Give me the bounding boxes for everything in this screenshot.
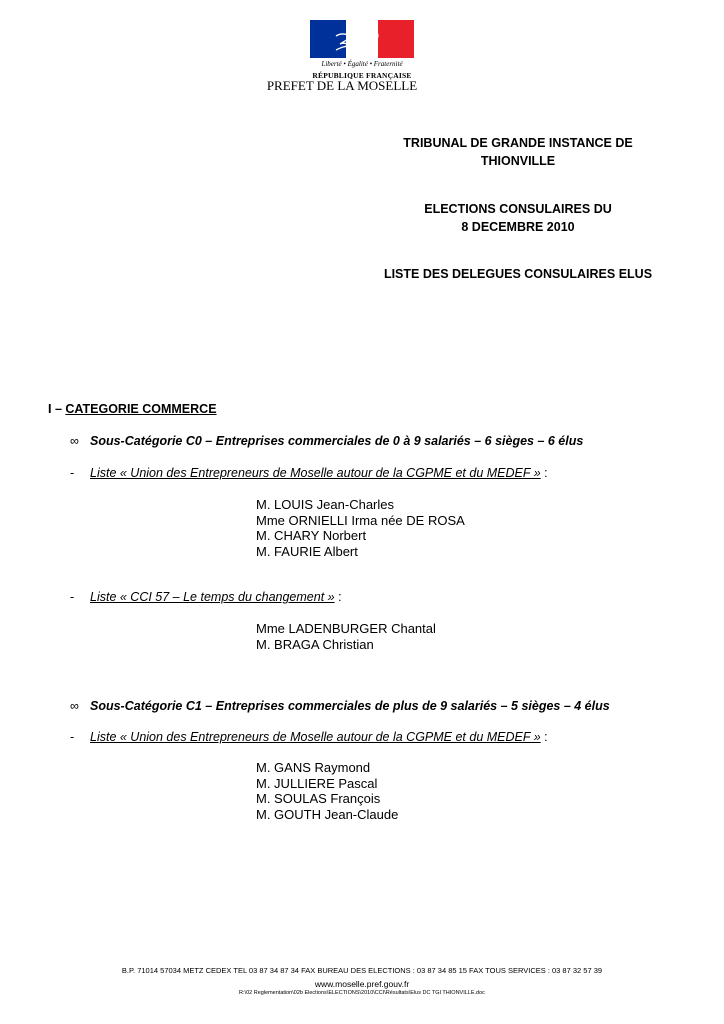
footer-filepath: R:\02 Reglementation\02b Elections\ELECTIONS\2010\CCI\Résultats\Elus DC TGI THIONVILLE.doc <box>239 990 485 996</box>
list-heading <box>70 590 342 604</box>
member-name: Mme LADENBURGER Chantal <box>256 621 436 636</box>
list-name: Liste « CCI 57 – Le temps du changement » <box>90 590 335 604</box>
member-name: M. LOUIS Jean-Charles <box>256 497 394 512</box>
list-heading <box>70 730 548 744</box>
member-name: M. CHARY Norbert <box>256 528 367 543</box>
footer-website: www.moselle.pref.gouv.fr <box>314 979 410 989</box>
prefecture-name: PREFET DE LA MOSELLE <box>266 78 418 93</box>
list-heading <box>70 466 548 480</box>
member-name: M. GOUTH Jean-Claude <box>256 806 399 822</box>
elections-line-1: ELECTIONS CONSULAIRES DU <box>424 202 612 216</box>
list-dash: - <box>70 466 75 480</box>
court-line-2: THIONVILLE <box>480 154 556 168</box>
subcategory-heading <box>70 434 583 448</box>
member-name: M. BRAGA Christian <box>256 636 374 652</box>
list-suffix: : <box>540 466 548 480</box>
list-suffix: : <box>540 730 548 744</box>
member-name: M. GANS Raymond <box>256 760 371 775</box>
list-dash: - <box>70 730 75 744</box>
republic-motto: Liberté • Égalité • Fraternité <box>321 60 403 68</box>
infinity-bullet-icon: ∞ <box>70 434 79 448</box>
subcategory-heading <box>70 699 610 713</box>
list-suffix: : <box>334 590 342 604</box>
member-list <box>256 621 436 652</box>
member-name: Mme ORNIELLI Irma née DE ROSA <box>256 512 465 528</box>
court-line-1: TRIBUNAL DE GRANDE INSTANCE DE <box>403 136 633 150</box>
member-name: M. JULLIERE Pascal <box>256 775 378 791</box>
court-heading <box>386 134 650 170</box>
member-list <box>256 497 465 559</box>
section-title: CATEGORIE COMMERCE <box>65 402 217 416</box>
subcategory-title: Sous-Catégorie C0 – Entreprises commerciales de 0 à 9 salariés – 6 sièges – 6 élus <box>90 434 584 448</box>
footer-address: B.P. 71014 57034 METZ CEDEX TEL 03 87 34 87 34 FAX BUREAU DES ELECTIONS : 03 87 34 85 15 FAX TOUS SERVICES : 03 87 32 57 39 <box>121 966 603 975</box>
list-name: Liste « Union des Entrepreneurs de Moselle autour de la CGPME et du MEDEF » <box>90 466 541 480</box>
elections-heading <box>386 200 650 236</box>
list-title: LISTE DES DELEGUES CONSULAIRES ELUS <box>383 267 653 281</box>
section-prefix: I – <box>48 402 66 416</box>
elections-line-2: 8 DECEMBRE 2010 <box>461 220 575 234</box>
subcategory-title: Sous-Catégorie C1 – Entreprises commerciales de plus de 9 salariés – 5 sièges – 4 élus <box>90 699 610 713</box>
list-dash: - <box>70 590 75 604</box>
infinity-bullet-icon: ∞ <box>70 699 79 713</box>
list-name: Liste « Union des Entrepreneurs de Moselle autour de la CGPME et du MEDEF » <box>90 730 541 744</box>
member-name: M. SOULAS François <box>256 791 381 806</box>
member-name: M. FAURIE Albert <box>256 543 358 559</box>
republic-name: RÉPUBLIQUE FRANÇAISE <box>312 71 412 80</box>
marianne-icon <box>328 22 398 58</box>
section-heading <box>48 402 217 416</box>
member-list <box>256 760 398 822</box>
